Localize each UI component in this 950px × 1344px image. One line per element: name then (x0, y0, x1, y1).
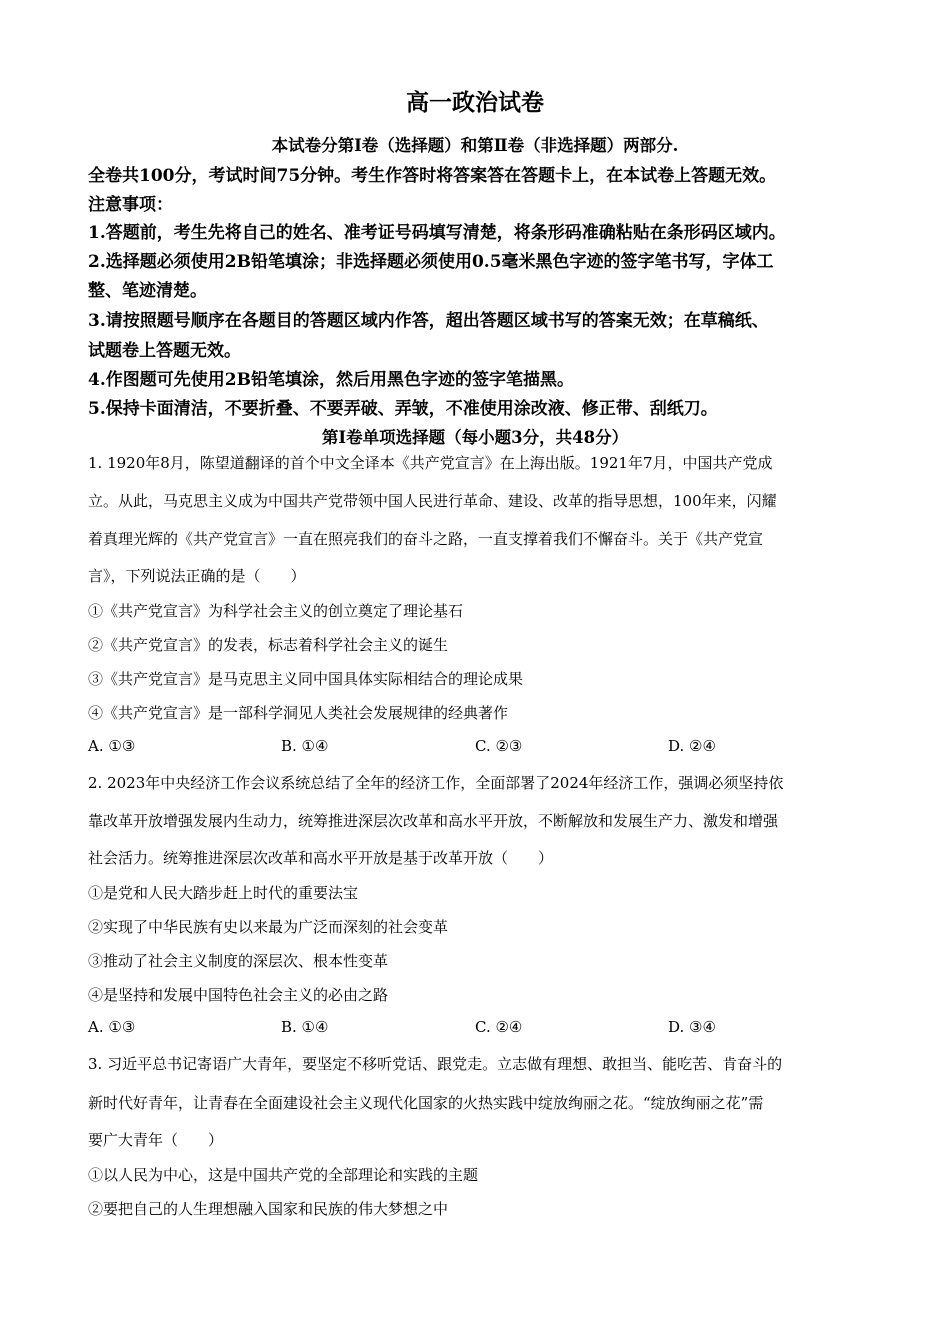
question-3-item: ①以人民为中心，这是中国共产党的全部理论和实践的主题 (88, 1166, 479, 1184)
question-3-item: ②要把自己的人生理想融入国家和民族的伟大梦想之中 (88, 1200, 449, 1218)
question-2-item: ②实现了中华民族有史以来最为广泛而深刻的社会变革 (88, 918, 449, 936)
page-subtitle: 本试卷分第Ⅰ卷（选择题）和第Ⅱ卷（非选择题）两部分. (271, 136, 679, 155)
page-title: 高一政治试卷 (406, 89, 544, 116)
question-2-stem: 2. 2023年中央经济工作会议系统总结了全年的经济工作，全面部署了2024年经济工作，强调必须坚持依 (88, 774, 784, 792)
note-line: 整、笔迹清楚。 (88, 281, 207, 301)
question-2-stem: 社会活力。统筹推进深层次改革和高水平开放是基于改革开放（ ） (88, 849, 554, 867)
question-2-choice-b: B. ①④ (281, 1018, 329, 1036)
question-3-stem: 3. 习近平总书记寄语广大青年，要坚定不移听党话、跟党走。立志做有理想、敢担当、能吃苦、肯奋斗的 (88, 1055, 783, 1073)
note-line: 试题卷上答题无效。 (88, 341, 241, 361)
question-2-item: ④是坚持和发展中国特色社会主义的必由之路 (88, 986, 389, 1004)
question-3-stem: 要广大青年（ ） (88, 1131, 224, 1149)
question-2-item: ①是党和人民大踏步赶上时代的重要法宝 (88, 884, 359, 902)
note-line: 5.保持卡面清洁，不要折叠、不要弄破、弄皱，不准使用涂改液、修正带、刮纸刀。 (88, 399, 718, 419)
question-3-stem: 新时代好青年，让青春在全面建设社会主义现代化国家的火热实践中绽放绚丽之花。“绽放绚丽之花”需 (88, 1094, 764, 1112)
note-line: 注意事项： (88, 195, 173, 215)
question-1-choice-c: C. ②③ (475, 737, 523, 755)
question-1-choice-d: D. ②④ (668, 737, 716, 755)
question-1-item: ②《共产党宣言》的发表，标志着科学社会主义的诞生 (88, 636, 449, 654)
note-line: 3.请按照题号顺序在各题目的答题区域内作答，超出答题区域书写的答案无效；在草稿纸、 (88, 311, 769, 331)
question-1-stem: 立。从此，马克思主义成为中国共产党带领中国人民进行革命、建设、改革的指导思想，100年来，闪耀 (88, 492, 777, 510)
note-line: 2.选择题必须使用2B铅笔填涂；非选择题必须使用0.5毫米黑色字迹的签字笔书写，字体工 (88, 252, 774, 272)
section-title: 第Ⅰ卷单项选择题（每小题3分，共48分） (321, 428, 629, 447)
note-line: 全卷共100分，考试时间75分钟。考生作答时将答案答在答题卡上，在本试卷上答题无效。 (88, 166, 777, 186)
note-line: 4.作图题可先使用2B铅笔填涂，然后用黑色字迹的签字笔描黑。 (88, 370, 574, 390)
question-1-stem: 言》，下列说法正确的是（ ） (88, 567, 306, 585)
question-1-stem: 1. 1920年8月，陈望道翻译的首个中文全译本《共产党宣言》在上海出版。1921年7月，中国共产党成 (88, 454, 773, 472)
question-1-item: ④《共产党宣言》是一部科学洞见人类社会发展规律的经典著作 (88, 704, 509, 722)
question-1-choice-a: A. ①③ (88, 737, 136, 755)
question-1-stem: 着真理光辉的《共产党宣言》一直在照亮我们的奋斗之路，一直支撑着我们不懈奋斗。关于《共产党宣 (88, 530, 764, 548)
question-1-item: ③《共产党宣言》是马克思主义同中国具体实际相结合的理论成果 (88, 670, 524, 688)
question-2-stem: 靠改革开放增强发展内生动力，统筹推进深层次改革和高水平开放，不断解放和发展生产力、激发和增强 (88, 812, 779, 830)
note-line: 1.答题前，考生先将自己的姓名、准考证号码填写清楚，将条形码准确粘贴在条形码区域内。 (88, 223, 786, 243)
question-2-choice-d: D. ③④ (668, 1018, 716, 1036)
question-2-choice-a: A. ①③ (88, 1018, 136, 1036)
question-2-item: ③推动了社会主义制度的深层次、根本性变革 (88, 952, 389, 970)
question-1-choice-b: B. ①④ (281, 737, 329, 755)
question-2-choice-c: C. ②④ (475, 1018, 523, 1036)
question-1-item: ①《共产党宣言》为科学社会主义的创立奠定了理论基石 (88, 602, 464, 620)
